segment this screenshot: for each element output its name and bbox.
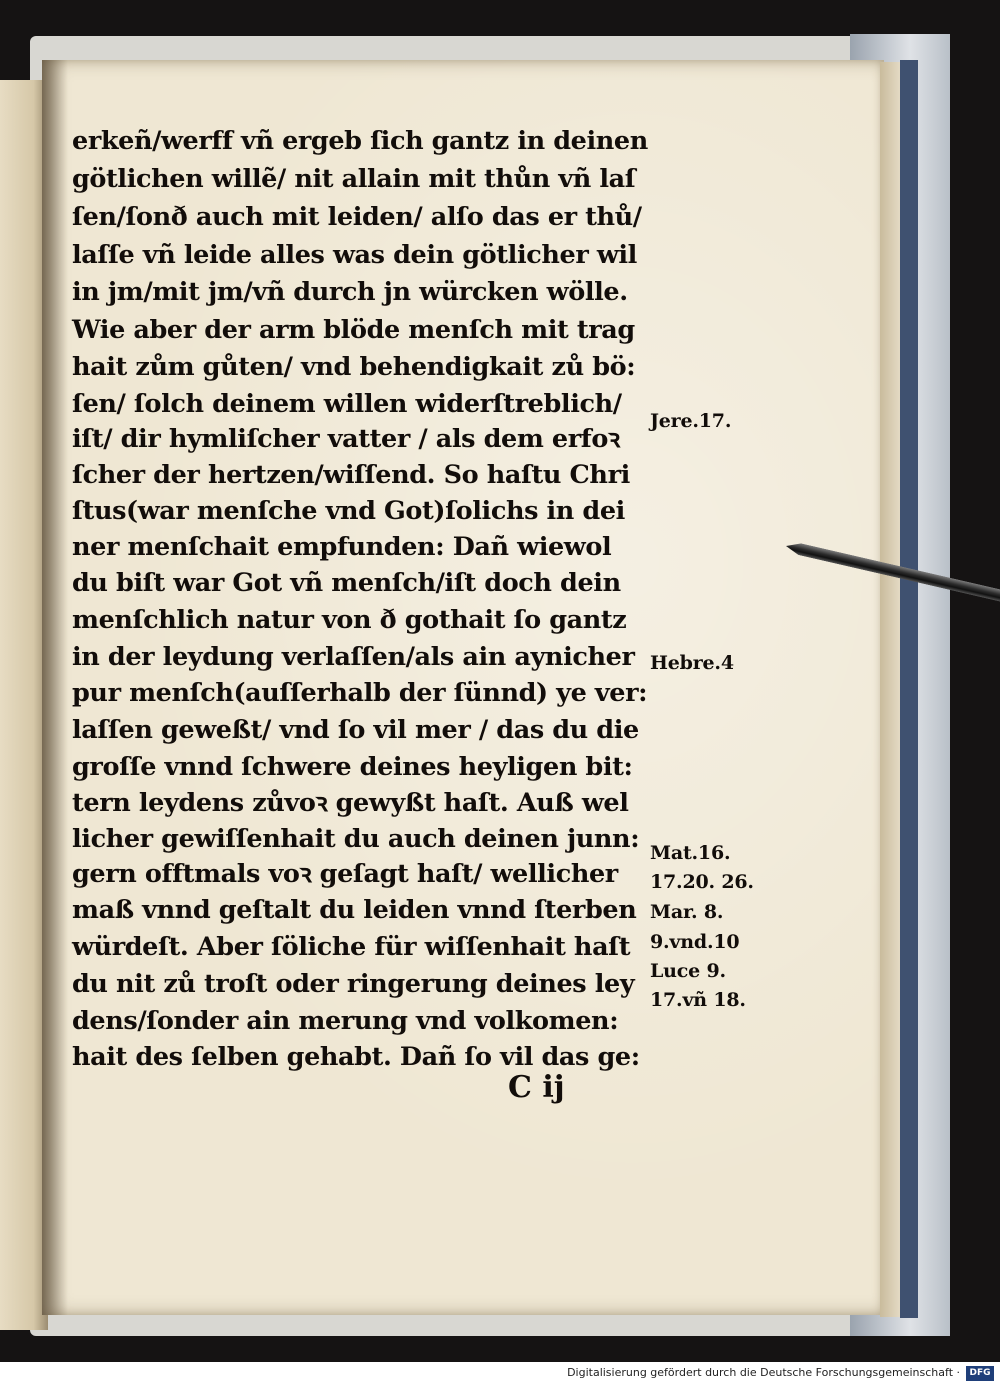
page-stack-edge [900,60,918,1318]
text-line: laſſen geweßt/ vnd ſo vil mer / das du die [72,715,639,745]
text-line: ſtus(war menſche vnd Got)ſolichs in dei [72,496,625,526]
funding-credit: Digitalisierung gefördert durch die Deutsche Forschungsgemeinschaft · [567,1366,960,1379]
text-line: laſſe vñ leide alles was dein götlicher wil [72,240,637,270]
text-line: du nit zů troſt oder ringerung deines ley [72,969,635,999]
margin-note: 9.vnd.10 [650,931,740,953]
text-line: in der leydung verlaſſen/als ain aynicher [72,642,635,672]
text-line: dens/ſonder ain merung vnd volkomen: [72,1006,619,1036]
margin-note: Mat.16. [650,842,731,864]
text-line: licher gewiſſenhait du auch deinen junn: [72,824,640,854]
text-line: ner menſchait empfunden: Dañ wiewol [72,532,612,562]
margin-note: Jere.17. [650,410,732,432]
text-line: groſſe vnnd ſchwere deines heyligen bit: [72,752,633,782]
text-line: erkeñ/werff vñ ergeb ſich gantz in deinen [72,126,648,156]
text-line: iſt/ dir hymliſcher vatter / als dem erfoꝛ [72,424,620,454]
text-line: gern offtmals voꝛ geſagt haſt/ wellicher [72,859,618,889]
text-line: würdeſt. Aber ſöliche für wiſſenhait haſt [72,932,631,962]
text-line: menſchlich natur von ð gothait ſo gantz [72,605,627,635]
text-line: ſen/ſonð auch mit leiden/ alſo das er thů/ [72,202,642,232]
margin-note: Hebre.4 [650,652,734,674]
page-fore-edge [880,62,902,1317]
text-line: hait des ſelben gehabt. Dañ ſo vil das ge: [72,1042,640,1072]
text-line: götlichen willẽ/ nit allain mit thůn vñ laſ [72,164,636,194]
text-line: Wie aber der arm blöde menſch mit trag [72,315,635,345]
text-line: in jm/mit jm/vñ durch jn würcken wölle. [72,277,628,307]
signature-mark: C ij [508,1070,565,1105]
margin-note: 17.20. 26. [650,871,754,893]
footer-bar [0,1362,1000,1385]
text-line: pur menſch(auſſerhalb der ſünnd) ye ver: [72,678,648,708]
page-gutter [42,60,68,1315]
text-line: du biſt war Got vñ menſch/iſt doch dein [72,568,621,598]
margin-note: Mar. 8. [650,901,724,923]
text-line: ſcher der hertzen/wiſſend. So haſtu Chri [72,460,630,490]
text-line: tern leydens zůvoꝛ gewyßt haſt. Auß wel [72,788,629,818]
dfg-logo: DFG [966,1366,994,1381]
text-line: maß vnnd geſtalt du leiden vnnd ſterben [72,895,637,925]
text-line: ſen/ ſolch deinem willen widerſtreblich/ [72,389,622,419]
text-line: hait zům gůten/ vnd behendigkait zů bö: [72,352,636,382]
facing-page-edge [0,80,48,1330]
margin-note: Luce 9. [650,960,726,982]
margin-note: 17.vñ 18. [650,989,746,1011]
